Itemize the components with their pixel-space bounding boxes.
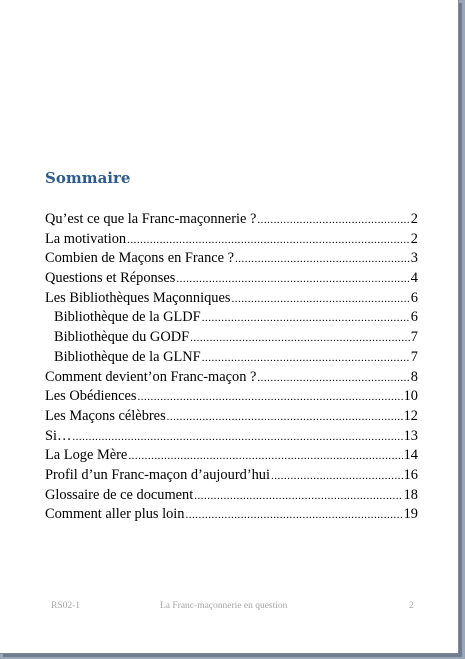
- toc-dot-leader: [127, 234, 410, 246]
- toc-entry[interactable]: [45, 428, 418, 448]
- toc-entry-page: 16: [403, 466, 418, 483]
- toc-entry-label: Les Obédiences: [45, 388, 137, 405]
- toc-entry-label: Glossaire de ce document: [45, 486, 194, 503]
- toc-dot-leader: [257, 214, 409, 226]
- toc-entry-label: Les Maçons célèbres: [45, 407, 166, 424]
- toc-dot-leader: [202, 352, 410, 364]
- toc-entry-label: Combien de Maçons en France ?: [45, 250, 235, 267]
- toc-entry-label: La motivation: [45, 230, 127, 247]
- footer-document-title: La Franc-maçonnerie en question: [160, 601, 288, 611]
- toc-entry-label: Bibliothèque de la GLDF: [54, 309, 201, 326]
- toc-dot-leader: [235, 253, 410, 265]
- toc-entry[interactable]: [45, 290, 418, 310]
- toc-entry-page: 2: [410, 230, 418, 247]
- toc-dot-leader: [167, 411, 403, 423]
- toc-entry[interactable]: [45, 408, 418, 428]
- footer-page-number: 2: [409, 601, 414, 611]
- toc-entry[interactable]: [45, 231, 418, 251]
- toc-entry[interactable]: [45, 388, 418, 408]
- toc-entry-page: 6: [410, 309, 418, 326]
- toc-entry-page: 7: [410, 348, 418, 365]
- footer-document-code: RS02-1: [51, 601, 81, 611]
- toc-entry-label: Les Bibliothèques Maçonniques: [45, 289, 231, 306]
- toc-dot-leader: [271, 470, 403, 482]
- toc-subentry[interactable]: [45, 349, 418, 369]
- toc-entry[interactable]: [45, 250, 418, 270]
- toc-dot-leader: [257, 372, 409, 384]
- toc-entry[interactable]: [45, 270, 418, 290]
- toc-dot-leader: [186, 509, 403, 521]
- toc-entry-label: Comment aller plus loin: [45, 506, 185, 523]
- toc-dot-leader: [202, 312, 410, 324]
- toc-dot-leader: [231, 293, 409, 305]
- toc-entry-page: 7: [410, 329, 418, 346]
- toc-entry-label: La Loge Mère: [45, 447, 128, 464]
- toc-entry-label: Si…: [45, 427, 72, 444]
- toc-entry[interactable]: [45, 211, 418, 231]
- toc-entry[interactable]: [45, 487, 418, 507]
- toc-entry-page: 4: [410, 270, 418, 287]
- toc-dot-leader: [138, 391, 403, 403]
- toc-entry-page: 14: [403, 447, 418, 464]
- toc-entry[interactable]: [45, 447, 418, 467]
- toc-dot-leader: [190, 332, 410, 344]
- toc-dot-leader: [194, 490, 402, 502]
- toc-subentry[interactable]: [45, 309, 418, 329]
- toc-subentry[interactable]: [45, 329, 418, 349]
- toc-heading: Sommaire: [45, 169, 131, 187]
- toc-entry-label: Comment devient’on Franc-maçon ?: [45, 368, 257, 385]
- toc-entry-label: Qu’est ce que la Franc-maçonnerie ?: [45, 211, 257, 227]
- toc-entry-label: Bibliothèque du GODF: [54, 329, 190, 346]
- toc-entry-page: 8: [410, 368, 418, 385]
- toc-dot-leader: [128, 450, 402, 462]
- toc-entry[interactable]: [45, 369, 418, 389]
- toc-entry-label: Questions et Réponses: [45, 270, 176, 287]
- table-of-contents: [45, 211, 418, 526]
- toc-entry-page: 3: [410, 250, 418, 267]
- toc-entry[interactable]: [45, 467, 418, 487]
- toc-entry-page: 18: [403, 486, 418, 503]
- toc-dot-leader: [72, 431, 402, 443]
- toc-entry-page: 6: [410, 289, 418, 306]
- toc-entry-label: Bibliothèque de la GLNF: [54, 348, 201, 365]
- toc-dot-leader: [176, 273, 409, 285]
- toc-entry-page: 2: [410, 211, 418, 227]
- toc-entry-page: 10: [403, 388, 418, 405]
- toc-entry[interactable]: [45, 506, 418, 526]
- toc-entry-page: 12: [403, 407, 418, 424]
- toc-entry-page: 13: [403, 427, 418, 444]
- toc-entry-label: Profil d’un Franc-maçon d’aujourd’hui: [45, 466, 270, 483]
- toc-entry-page: 19: [403, 506, 418, 523]
